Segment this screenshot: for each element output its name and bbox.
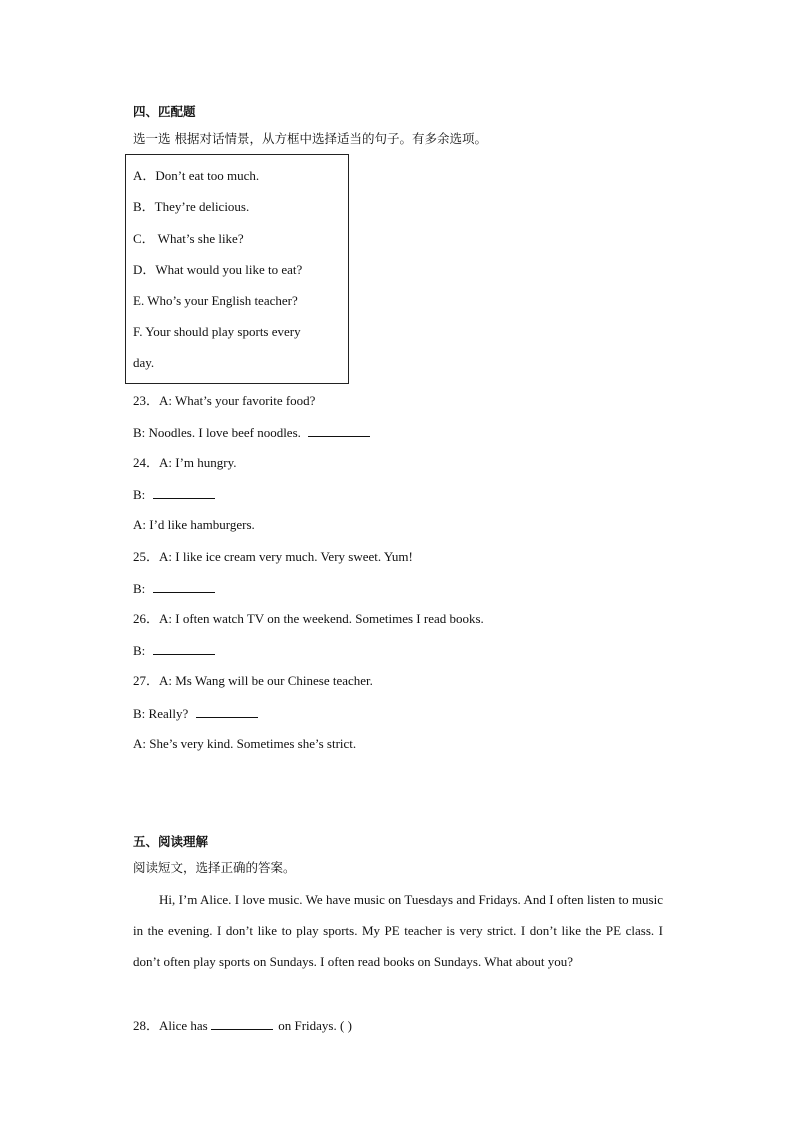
q24-line-b (133, 486, 215, 503)
section-5-instruction: 阅读短文，选择正确的答案。 (133, 860, 296, 875)
q26-line-b-text: B: (133, 643, 146, 658)
q23-line-b (133, 424, 370, 441)
q27-line-b (133, 705, 258, 722)
q28-prefix: 28．Alice has (133, 1018, 208, 1033)
q23-line-b-text: B: Noodles. I love beef noodles. (133, 425, 301, 440)
option-e: E. Who’s your English teacher? (133, 293, 298, 308)
option-f: F. Your should play sports every (133, 324, 301, 339)
q24-line-a: 24．A: I’m hungry. (133, 455, 237, 470)
q25-line-a: 25．A: I like ice cream very much. Very sweet. Yum! (133, 549, 413, 564)
q24-line-b-text: B: (133, 487, 146, 502)
reading-passage-text: Hi, I’m Alice. I love music. We have music on Tuesdays and Fridays. And I often listen to music in the evening. I don’t like to play sports. My PE teacher is very strict. I don’t like the PE class. I don’t often play sports on Sundays. I often read books on Sundays. What about you? (133, 892, 663, 969)
q24-answer-blank[interactable] (153, 486, 215, 499)
options-box (125, 154, 349, 384)
section-5-heading: 五、阅读理解 (133, 834, 209, 849)
q23-answer-blank[interactable] (308, 424, 370, 437)
q27-line-c: A: She’s very kind. Sometimes she’s strict. (133, 736, 357, 751)
q25-line-b-text: B: (133, 581, 146, 596)
q26-answer-blank[interactable] (153, 642, 215, 655)
q27-line-b-text: B: Really? (133, 706, 189, 721)
q27-answer-blank[interactable] (196, 705, 258, 718)
section-4-heading: 四、匹配题 (133, 104, 196, 119)
option-c: C． What’s she like? (133, 231, 244, 246)
q26-line-b (133, 642, 215, 659)
option-d: D．What would you like to eat? (133, 262, 303, 277)
q28-suffix: on Fridays. ( ) (278, 1018, 352, 1033)
q26-line-a: 26．A: I often watch TV on the weekend. Sometimes I read books. (133, 611, 484, 626)
section-4-instruction: 选一选 根据对话情景，从方框中选择适当的句子。有多余选项。 (133, 131, 487, 146)
option-a: A．Don’t eat too much. (133, 168, 260, 183)
q28-line (133, 1017, 352, 1034)
q27-line-a: 27．A: Ms Wang will be our Chinese teacher. (133, 673, 373, 688)
q28-answer-blank[interactable] (211, 1017, 273, 1030)
q25-answer-blank[interactable] (153, 580, 215, 593)
q24-line-c: A: I’d like hamburgers. (133, 517, 255, 532)
q23-line-a: 23．A: What’s your favorite food? (133, 393, 316, 408)
option-f-continued: day. (133, 355, 155, 370)
option-b: B．They’re delicious. (133, 199, 250, 214)
q25-line-b (133, 580, 215, 597)
reading-passage (133, 884, 663, 977)
